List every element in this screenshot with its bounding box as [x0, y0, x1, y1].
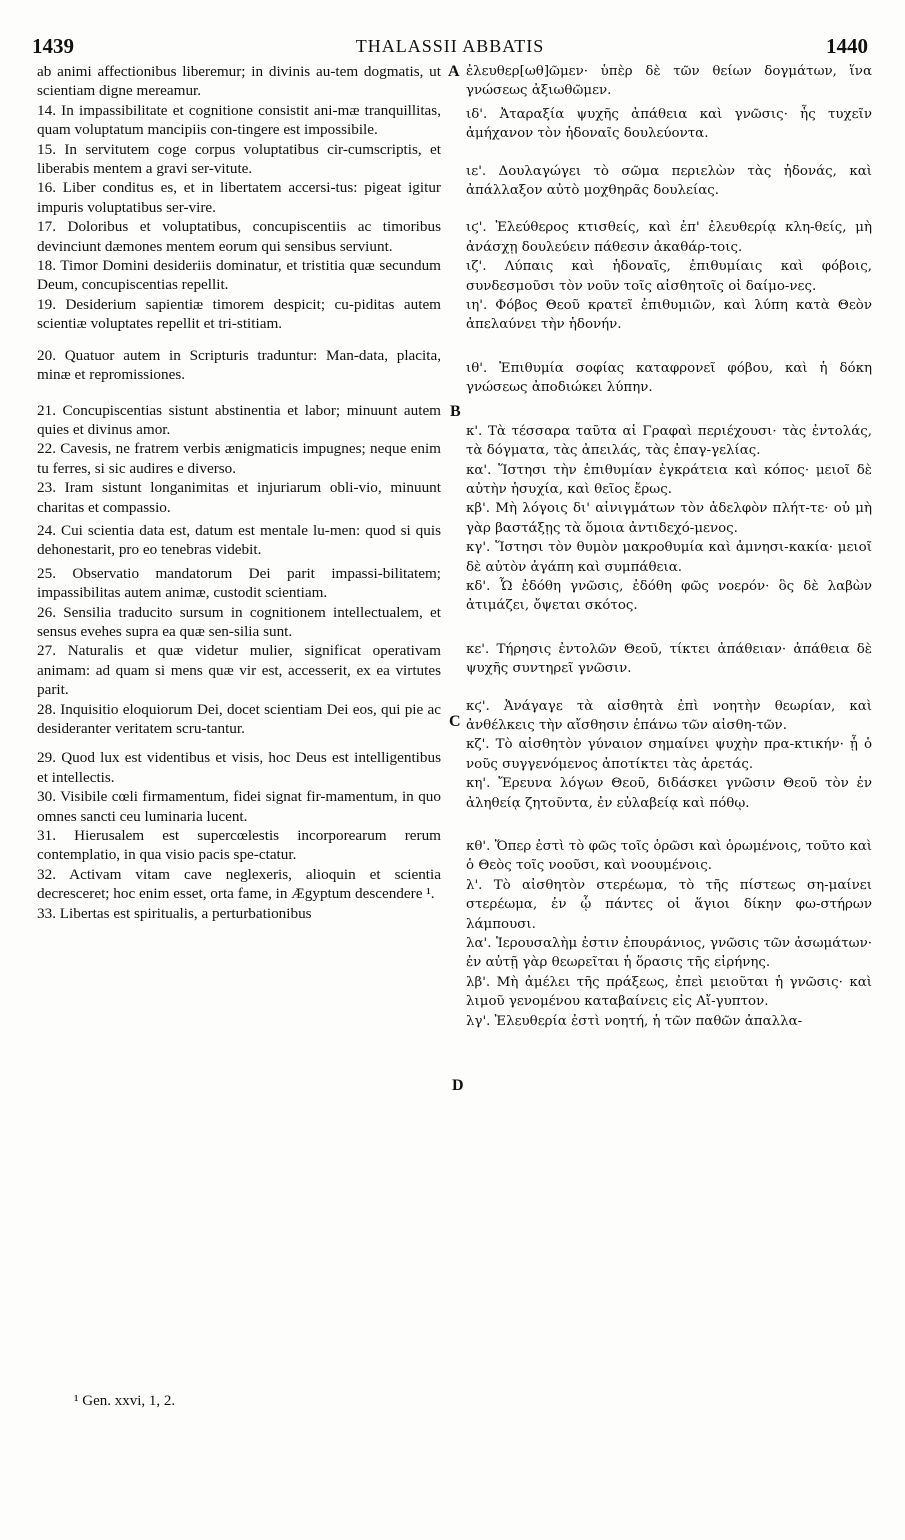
greek-paragraph: ιϛ'. Ἐλεύθερος κτισθείς, καὶ ἐπ' ἐλευθερίᾳ κλη-θείς, μὴ ἀνάσχῃ δουλεύειν πάθεσιν ἀκαθάρ-τοις.	[466, 220, 872, 255]
latin-paragraph: 26. Sensilia traducito sursum in cognitionem intellectualem, et sensus evehes supra ea quæ sen-silia sunt.	[37, 603, 441, 640]
latin-paragraph: 28. Inquisitio eloquiorum Dei, docet scientiam Dei eos, qui pie ac desideranter veritatem scru-tantur.	[37, 700, 441, 737]
greek-paragraph: λ'. Τὸ αἰσθητὸν στερέωμα, τὸ τῆς πίστεως ση-μαίνει στερέωμα, ἐν ᾧ πάντες οἱ ἅγιοι δίκην φω-στήρων λάμπουσι.	[466, 877, 872, 932]
latin-paragraph: 14. In impassibilitate et cognitione consistit ani-mæ tranquillitas, quam voluptatum mancipiis con-tingere est impossibile.	[37, 101, 441, 139]
greek-paragraph: κβ'. Μὴ λόγοις δι' αἰνιγμάτων τὸν ἀδελφὸν πλήτ-τε· οὐ μὴ γὰρ βαστάξῃς τὰ ὅμοια ἀντιδεχό-μενος.	[466, 501, 872, 536]
left-page-number: 1439	[32, 34, 74, 58]
latin-paragraph: 24. Cui scientia data est, datum est mentale lu-men: quod si quis dehonestarit, pro eo tenebras videbit.	[37, 521, 441, 559]
margin-marker-a: A	[448, 63, 460, 80]
greek-paragraph: ιθ'. Ἐπιθυμία σοφίας καταφρονεῖ φόβου, καὶ ἡ δόκη γνώσεως ἀποδιώκει λύπην.	[466, 360, 872, 396]
greek-paragraph: λβ'. Μὴ ἀμέλει τῆς πράξεως, ἐπεὶ μειοῦται ἡ γνῶσις· καὶ λιμοῦ γενομένου καταβαίνεις εἰς Αἴ-γυπτον.	[466, 974, 872, 1010]
greek-paragraph: ιδ'. Ἀταραξία ψυχῆς ἀπάθεια καὶ γνῶσις· ἧς τυχεῖν ἀμήχανον τὸν ἡδοναῖς δουλεύοντα.	[466, 106, 872, 142]
margin-marker-b: B	[450, 403, 461, 420]
latin-paragraph: 17. Doloribus et voluptatibus, concupiscentiis ac timoribus devinciunt dæmones mentem eorum qui sensibus serviunt.	[37, 218, 441, 255]
greek-paragraph: κθ'. Ὅπερ ἐστὶ τὸ φῶς τοῖς ὁρῶσι καὶ ὁρωμένοις, τοῦτο καὶ ὁ Θεὸς τοῖς νοοῦσι, καὶ νοουμένοις.	[466, 839, 872, 874]
greek-paragraph: ἐλευθερ[ωθ]ῶμεν· ὑπὲρ δὲ τῶν θείων δογμάτων, ἵνα γνώσεως ἀξιωθῶμεν.	[466, 64, 872, 99]
latin-paragraph: 30. Visibile cœli firmamentum, fidei signat fir-mamentum, in quo omnes sancti ceu luminaria lucent.	[37, 788, 441, 825]
margin-marker-c: C	[449, 713, 461, 730]
latin-paragraph: 16. Liber conditus es, et in libertatem accersi-tus: pigeat igitur impuris voluptatibus ser-vire.	[37, 179, 441, 216]
right-page-number: 1440	[826, 34, 868, 58]
greek-paragraph: κγ'. Ἵστησι τὸν θυμὸν μακροθυμία καὶ ἀμνησι-κακία· μειοῖ δὲ αὐτὸν ἀγάπη καὶ συμπάθεια.	[466, 540, 872, 575]
latin-paragraph: 21. Concupiscentias sistunt abstinentia et labor; minuunt autem quies et divinus amor.	[37, 401, 441, 438]
latin-paragraph: 25. Observatio mandatorum Dei parit impassi-bilitatem; impassibilitas autem animæ, custodit scientiam.	[37, 564, 441, 602]
latin-paragraph: 19. Desiderium sapientiæ timorem despicit; cu-piditas autem scientiæ voluptates repellit et tri-stitiam.	[37, 295, 441, 333]
latin-paragraph: 18. Timor Domini desideriis dominatur, et tristitia quæ secundum Deum, concupiscentias repellit.	[37, 257, 441, 294]
margin-marker-d: D	[452, 1077, 464, 1094]
latin-paragraph: ab animi affectionibus liberemur; in divinis au-tem dogmatis, ut scientiam digne mereamur.	[37, 63, 441, 100]
greek-paragraph: κδ'. Ὧ ἐδόθη γνῶσις, ἐδόθη φῶς νοερόν· ὃς δὲ λαβὼν ἀτιμάζει, ὄψεται σκότος.	[466, 578, 872, 614]
page-header	[32, 34, 868, 58]
latin-paragraph: 15. In servitutem coge corpus voluptatibus cir-cumscriptis, et liberabis mentem a gravi ser-vitute.	[37, 140, 441, 178]
greek-paragraph: ιη'. Φόβος Θεοῦ κρατεῖ ἐπιθυμιῶν, καὶ λύπη κατὰ Θεὸν ἀπελαύνει τὴν ἡδονήν.	[466, 298, 872, 333]
greek-paragraph: ιε'. Δουλαγώγει τὸ σῶμα περιελὼν τὰς ἡδονάς, καὶ ἀπάλλαξον αὐτὸ μοχθηρᾶς δουλείας.	[466, 163, 872, 199]
running-title: THALASSII ABBATIS	[355, 36, 545, 56]
greek-paragraph: λγ'. Ἐλευθερία ἐστὶ νοητή, ἡ τῶν παθῶν ἀπαλλα-	[466, 1013, 803, 1029]
latin-paragraph: 29. Quod lux est videntibus et visis, hoc Deus est intelligentibus et intellectis.	[37, 749, 441, 786]
greek-paragraph: κ'. Τὰ τέσσαρα ταῦτα αἱ Γραφαὶ περιέχουσι· τὰς ἐντολάς, τὰ δόγματα, τὰς ἀπειλάς, τὰς ἐπαγ-γελίας.	[466, 423, 872, 459]
latin-column	[37, 62, 441, 923]
greek-paragraph: κζ'. Τὸ αἰσθητὸν γύναιον σημαίνει ψυχὴν πρα-κτικήν· ᾗ ὁ νοῦς συγγενόμενος ἀποτίκτει τὰς ἀρετάς.	[466, 737, 872, 772]
greek-paragraph: κα'. Ἵστησι τὴν ἐπιθυμίαν ἐγκράτεια καὶ κόπος· μειοῖ δὲ αὐτὴν ἡσυχία, καὶ θεῖος ἔρως.	[466, 462, 872, 497]
greek-column	[466, 62, 872, 1031]
greek-paragraph: κη'. Ἔρευνα λόγων Θεοῦ, διδάσκει γνῶσιν Θεοῦ τὸν ἐν ἀληθείᾳ ζητοῦντα, ἐν εὐλαβείᾳ καὶ πόθῳ.	[466, 776, 872, 811]
greek-paragraph: ιζ'. Λύπαις καὶ ἡδοναῖς, ἐπιθυμίαις καὶ φόβοις, συνδεσμοῦσι τὸν νοῦν τοῖς αἰσθητοῖς οἱ δαίμο-νες.	[466, 259, 872, 294]
latin-paragraph: 33. Libertas est spiritualis, a perturbationibus	[37, 904, 312, 922]
latin-paragraph: 32. Activam vitam cave neglexeris, alioquin et scientia decresceret; hoc enim esset, orta fame, in Ægyptum descendere ¹.	[37, 865, 441, 903]
footnote: ¹ Gen. xxvi, 1, 2.	[74, 1393, 176, 1409]
latin-paragraph: 31. Hierusalem est supercœlestis incorporearum rerum contemplatio, in qua visio pacis spe-ctatur.	[37, 827, 441, 864]
greek-paragraph: κε'. Τήρησις ἐντολῶν Θεοῦ, τίκτει ἀπάθειαν· ἀπάθεια δὲ ψυχῆς συντηρεῖ γνῶσιν.	[466, 641, 872, 677]
latin-paragraph: 27. Naturalis et quæ videtur mulier, significat operativam animam: ad quam si mens quæ vir est, accesserit, ex ea virtutes parit.	[37, 642, 441, 699]
latin-paragraph: 22. Cavesis, ne fratrem verbis ænigmaticis impugnes; neque enim tu ferres, si sic audires e diverso.	[37, 440, 441, 477]
latin-paragraph: 23. Iram sistunt longanimitas et injuriarum obli-vio, minuunt charitas et compassio.	[37, 479, 441, 516]
greek-paragraph: κϛ'. Ἀνάγαγε τὰ αἰσθητὰ ἐπὶ νοητὴν θεωρίαν, καὶ ἀνθέλκεις τὴν αἴσθησιν ἐπάνω τῶν αἰσθη-τῶν.	[466, 698, 872, 733]
latin-paragraph: 20. Quatuor autem in Scripturis traduntur: Man-data, placita, minæ et repromissiones.	[37, 346, 441, 384]
greek-paragraph: λα'. Ἱερουσαλὴμ ἐστιν ἐπουράνιος, γνῶσις τῶν ἀσωμάτων· ἐν αὐτῇ γὰρ θεωρεῖται ἡ ὅρασις τῆς εἰρήνης.	[466, 936, 872, 971]
